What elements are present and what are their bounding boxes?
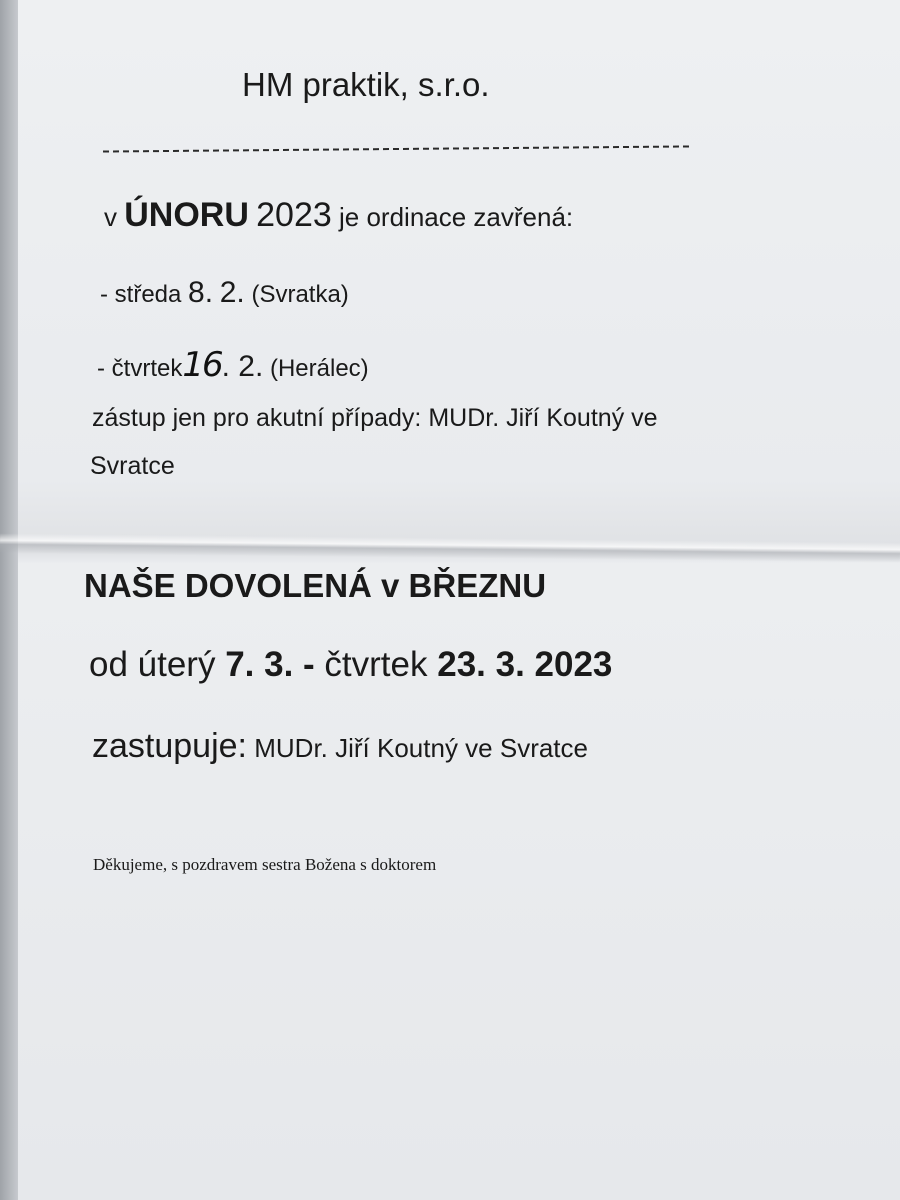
substitute-name: MUDr. Jiří Koutný ve Svratce — [254, 733, 588, 763]
holiday-heading: NAŠE DOVOLENÁ v BŘEZNU — [84, 567, 547, 604]
substitute-label: zastupuje: — [92, 727, 247, 765]
closure-item — [97, 345, 369, 385]
from-date: 7. 3. - — [225, 645, 315, 684]
to-label: čtvrtek — [324, 645, 428, 684]
february-suffix: je ordinace zavřená: — [339, 202, 574, 232]
substitute-text-line2: Svratce — [90, 452, 175, 480]
closure-place: (Herálec) — [269, 355, 369, 382]
to-date: 23. 3. 2023 — [437, 645, 613, 684]
handwritten-date-day: 16 — [182, 345, 222, 385]
february-month: ÚNORU — [124, 196, 249, 234]
closure-day: - čtvrtek — [97, 355, 183, 382]
closure-day: - středa — [100, 281, 182, 308]
february-prefix: v — [104, 202, 117, 232]
company-name: HM praktik, s.r.o. — [242, 66, 490, 103]
closure-item — [100, 276, 349, 310]
february-year: 2023 — [256, 196, 332, 234]
closure-date-month: . 2. — [221, 350, 264, 383]
from-label: od úterý — [89, 645, 216, 684]
closure-date-day: 8. — [188, 276, 214, 309]
closing-note: Děkujeme, s pozdravem sestra Božena s doktorem — [93, 855, 437, 874]
closure-date-month: 2. — [219, 276, 245, 309]
holiday-substitute — [92, 727, 588, 766]
substitute-text-line1: zástup jen pro akutní případy: MUDr. Jiří Koutný ve — [92, 404, 658, 432]
holiday-dates — [89, 645, 612, 685]
february-heading — [104, 196, 573, 235]
closure-place: (Svratka) — [251, 281, 349, 308]
